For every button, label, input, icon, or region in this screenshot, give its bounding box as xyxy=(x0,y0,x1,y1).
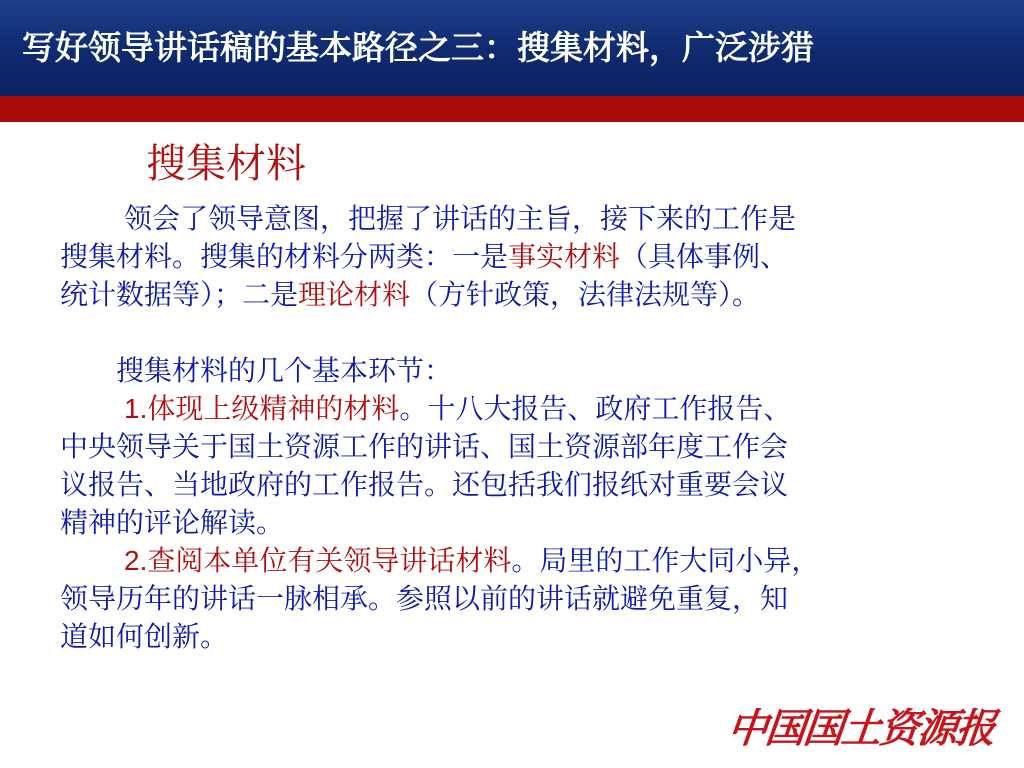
step-2-text: 。局里的工作大同小异， xyxy=(511,544,820,577)
step-2-number: 2. xyxy=(124,545,148,576)
header-band xyxy=(0,0,1024,96)
step-1-text: 议报告、当地政府的工作报告。还包括我们报纸对重要会议 xyxy=(60,468,789,501)
step-2-text: 领导历年的讲话一脉相承。参照以前的讲话就避免重复，知 xyxy=(60,582,789,615)
step-1-number: 1. xyxy=(124,393,148,424)
theory-material-highlight: 理论材料 xyxy=(298,278,411,311)
step-1-line-2 xyxy=(60,428,960,466)
step-1-text: 。十八大报告、政府工作报告、 xyxy=(399,392,792,425)
intro-line-1 xyxy=(60,200,960,238)
step-2-line-3 xyxy=(60,618,960,656)
step-2-text: 道如何创新。 xyxy=(60,620,229,653)
step-2-label: 查阅本单位有关领导讲话材料 xyxy=(147,544,512,577)
intro-text: 统计数据等）；二是 xyxy=(60,278,299,311)
paragraph-spacer xyxy=(60,314,960,352)
body-text xyxy=(60,200,960,656)
step-2-line-1 xyxy=(60,542,960,580)
fact-material-highlight: 事实材料 xyxy=(508,240,621,273)
intro-line-3 xyxy=(60,276,960,314)
step-2-line-2 xyxy=(60,580,960,618)
steps-title-text: 搜集材料的几个基本环节： xyxy=(116,354,453,387)
step-1-label: 体现上级精神的材料 xyxy=(147,392,400,425)
intro-text: 搜集材料。搜集的材料分两类：一是 xyxy=(60,240,509,273)
intro-text: （方针政策，法律法规等）。 xyxy=(410,278,761,311)
slide-title: 写好领导讲话稿的基本路径之三：搜集材料，广泛涉猎 xyxy=(22,28,814,67)
intro-text: 领会了领导意图，把握了讲话的主旨，接下来的工作是 xyxy=(124,202,797,235)
step-1-line-1 xyxy=(60,390,960,428)
step-1-text: 中央领导关于国土资源工作的讲话、国土资源部年度工作会 xyxy=(60,430,789,463)
step-1-text: 精神的评论解读。 xyxy=(60,506,285,539)
step-1-line-3 xyxy=(60,466,960,504)
step-1-line-4 xyxy=(60,504,960,542)
intro-line-2 xyxy=(60,238,960,276)
steps-title xyxy=(60,352,960,390)
newspaper-logo: 中国国土资源报 xyxy=(725,705,997,752)
section-heading: 搜集材料 xyxy=(146,141,306,187)
header-red-rule xyxy=(0,96,1024,122)
intro-text: （具体事例、 xyxy=(620,240,789,273)
